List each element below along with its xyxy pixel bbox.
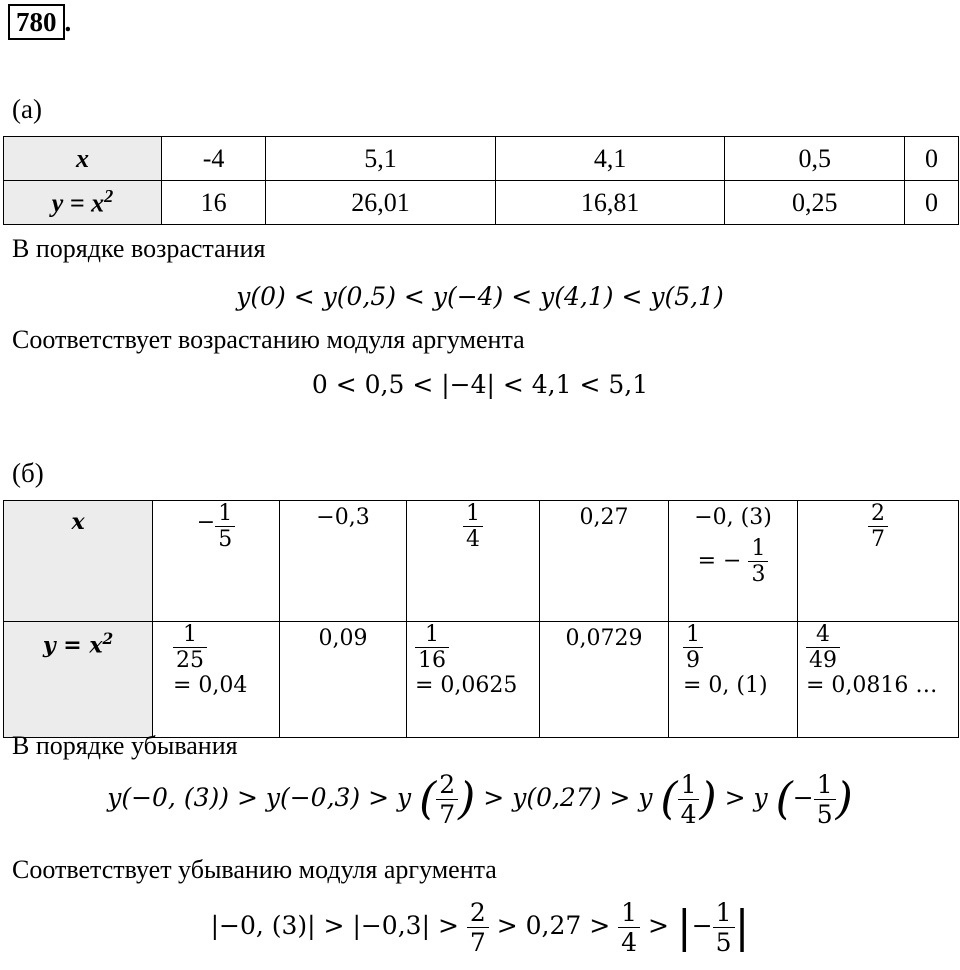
- table-a: [3, 136, 959, 225]
- part-a-order-formula: y(0) < y(0,5) < y(−4) < y(4,1) < y(5,1): [236, 282, 724, 311]
- table-b-y-head: $y = x^2$: [4, 622, 153, 738]
- table-row: [4, 137, 959, 181]
- table-cell: 0,25: [725, 181, 904, 225]
- table-cell: 5,1: [266, 137, 496, 181]
- table-b: [3, 500, 959, 738]
- table-row: [4, 501, 959, 622]
- table-cell: 0,09: [280, 622, 407, 738]
- table-cell: −0, (3) = − $\frac{1}{3}$: [669, 501, 798, 622]
- part-b-corresp-text: Соответствует убыванию модуля аргумента: [12, 855, 497, 884]
- table-b-x-head: x: [4, 501, 153, 622]
- table-cell: $\frac{1}{25}$ = 0,04: [153, 622, 280, 738]
- table-cell: $\frac{2}{7}$: [798, 501, 959, 622]
- problem-number: 780 .: [8, 4, 71, 40]
- problem-number-box: 780: [8, 4, 65, 40]
- table-cell: $\frac{1}{4}$: [407, 501, 540, 622]
- table-cell: $\frac{4}{49}$ = 0,0816 …: [798, 622, 959, 738]
- table-cell: −0,3: [280, 501, 407, 622]
- part-a-label: (а): [12, 94, 42, 124]
- table-cell: 0,27: [540, 501, 669, 622]
- table-cell: 4,1: [495, 137, 725, 181]
- part-b-order-text: В порядке убывания: [12, 731, 238, 760]
- part-a-corresp-text: Соответствует возрастанию модуля аргумента: [12, 325, 525, 354]
- part-b-order-formula: y(−0, (3)) > y(−0,3) > y ( $\frac{2}{7}$ ) > y(0,27) > y ( $\frac{1}{4}$ ) > y (− $\frac{1}{5}$ ): [107, 770, 853, 829]
- table-cell: 16: [162, 181, 266, 225]
- table-cell: 0: [904, 181, 958, 225]
- part-a-order-text: В порядке возрастания: [12, 234, 266, 263]
- table-cell: 0: [904, 137, 958, 181]
- table-cell: 0,5: [725, 137, 904, 181]
- table-cell: 0,0729: [540, 622, 669, 738]
- table-cell: 26,01: [266, 181, 496, 225]
- table-a-y-head: $y = x^2$: [4, 181, 162, 225]
- part-b-label: (б): [12, 458, 44, 488]
- table-cell: $\frac{1}{16}$ = 0,0625: [407, 622, 540, 738]
- table-cell: 16,81: [495, 181, 725, 225]
- table-cell: $\frac{1}{9}$ = 0, (1): [669, 622, 798, 738]
- table-row: [4, 622, 959, 738]
- table-cell: -4: [162, 137, 266, 181]
- part-a-corresp-formula: 0 < 0,5 < |−4| < 4,1 < 5,1: [311, 370, 649, 399]
- table-row: [4, 181, 959, 225]
- part-b-corresp-formula: |−0, (3)| > |−0,3| > $\frac{2}{7}$ > 0,27 > $\frac{1}{4}$ > |− $\frac{1}{5}$ |: [210, 898, 750, 957]
- table-a-x-head: x: [4, 137, 162, 181]
- table-cell: − $\frac{1}{5}$: [153, 501, 280, 622]
